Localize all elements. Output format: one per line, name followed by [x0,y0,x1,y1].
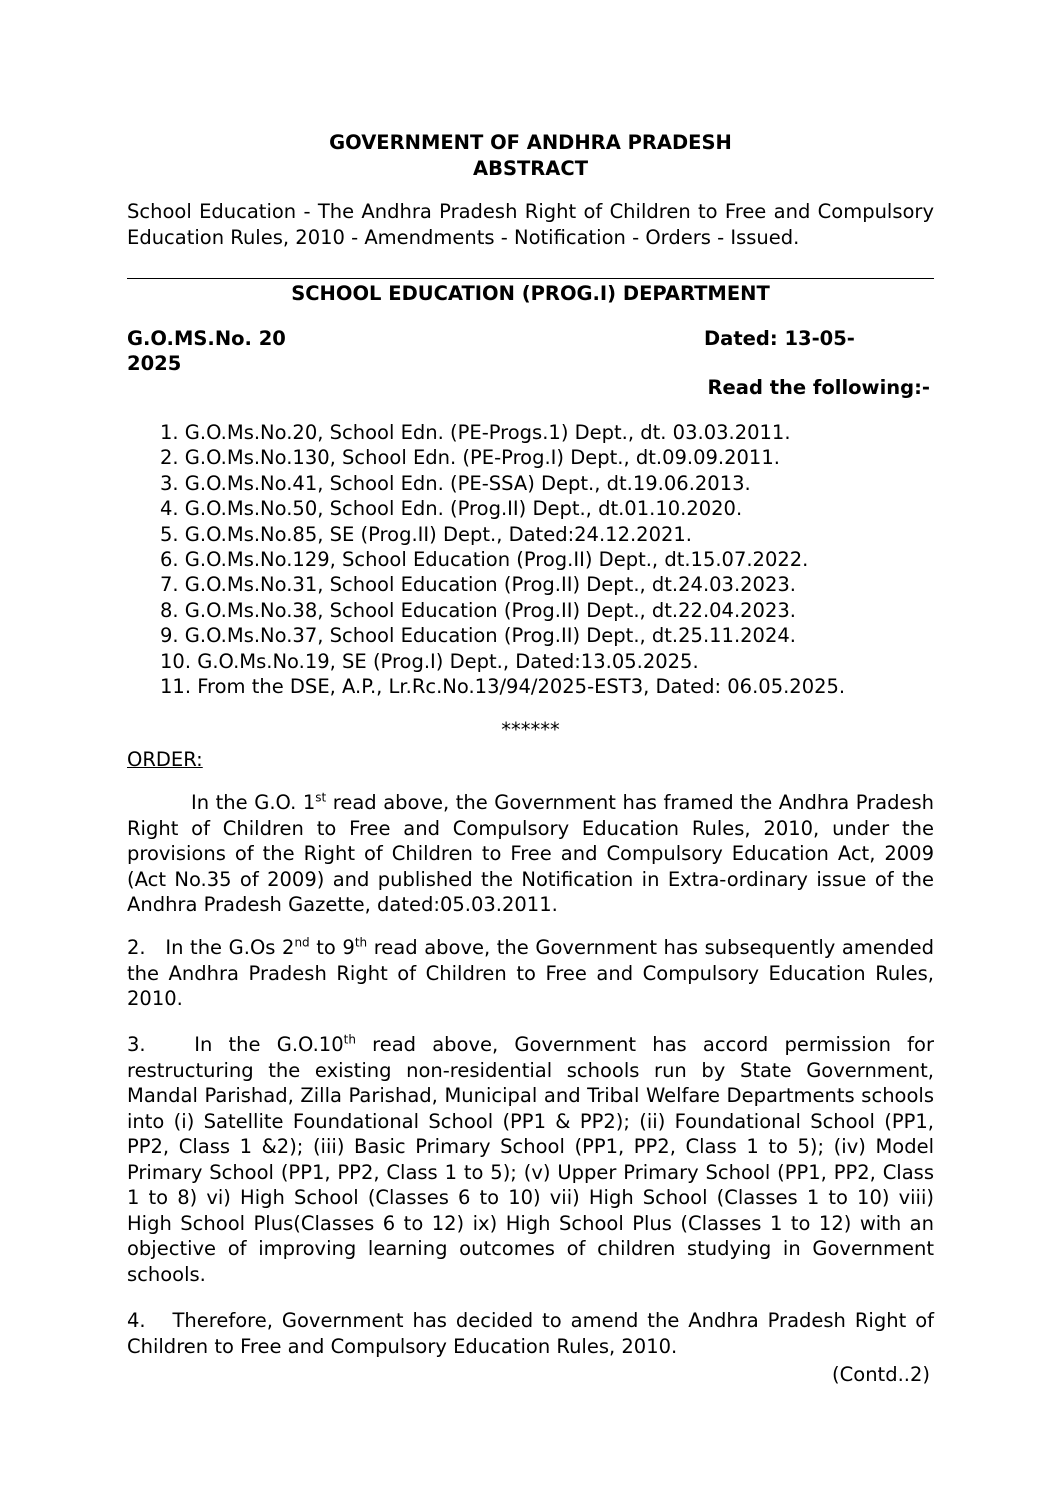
continued-note: (Contd..2) [832,1363,930,1386]
list-item: 10. G.O.Ms.No.19, SE (Prog.I) Dept., Dated:13.05.2025. [160,649,699,673]
para2-number: 2. [127,936,146,959]
para4-text: Therefore, Government has decided to amend the Andhra Pradesh Right of Children to Free and Compulsory Education Rules, 2010. [127,1309,934,1358]
list-item: 7. G.O.Ms.No.31, School Education (Prog.II) Dept., dt.24.03.2023. [160,573,796,597]
department-title: SCHOOL EDUCATION (PROG.I) DEPARTMENT [291,282,770,305]
government-title: GOVERNMENT OF ANDHRA PRADESH [329,131,732,154]
go-number-line1: G.O.MS.No. 20 [127,327,286,350]
para1-lead: In the G.O. 1 [191,791,316,814]
list-item: 5. G.O.Ms.No.85, SE (Prog.II) Dept., Dated:24.12.2021. [160,522,692,546]
list-item: 3. G.O.Ms.No.41, School Edn. (PE-SSA) Dept., dt.19.06.2013. [160,471,751,495]
paragraph-4 [127,1308,934,1359]
para1-rest: read above, the Government has framed the Andhra Pradesh Right of Children to Free and Compulsory Education Rules, 2010, under the provisions of the Right of Children to Free and Compulsory Education Act, 2009 (Act No.35 of 2009) and published the Notification in Extra-ordinary issue of the Andhra Pradesh Gazette, dated:05.03.2011. [127,791,934,916]
divider-line [127,278,934,279]
list-item: 11. From the DSE, A.P., Lr.Rc.No.13/94/2025-EST3, Dated: 06.05.2025. [160,675,846,699]
para3-lead: In the G.O.10 [194,1033,344,1056]
abstract-title: ABSTRACT [472,157,589,180]
para2-mid: to 9 [309,936,355,959]
list-item: 8. G.O.Ms.No.38, School Education (Prog.II) Dept., dt.22.04.2023. [160,598,796,622]
paragraph-2 [127,935,934,1012]
para4-number: 4. [127,1309,146,1332]
reference-list [160,420,845,699]
paragraph-1 [127,790,934,918]
list-item: 9. G.O.Ms.No.37, School Education (Prog.II) Dept., dt.25.11.2024. [160,624,796,648]
list-item: 2. G.O.Ms.No.130, School Edn. (PE-Prog.I) Dept., dt.09.09.2011. [160,446,780,470]
para2-lead: In the G.Os 2 [165,936,295,959]
go-number [127,326,286,376]
para2-sup1: nd [294,935,310,950]
order-heading: ORDER: [127,748,203,771]
subject-text: School Education - The Andhra Pradesh Right of Children to Free and Compulsory Education Rules, 2010 - Amendments - Notification - Orders - Issued. [127,200,934,249]
para3-number: 3. [127,1033,146,1056]
list-item: 4. G.O.Ms.No.50, School Edn. (Prog.II) Dept., dt.01.10.2020. [160,497,743,521]
go-number-line2: 2025 [127,352,182,375]
list-item: 1. G.O.Ms.No.20, School Edn. (PE-Progs.1) Dept., dt. 03.03.2011. [160,421,791,444]
separator-stars: ****** [501,718,560,741]
para2-sup2: th [354,935,368,950]
para2-rest: read above, the Government has subsequently amended the Andhra Pradesh Right of Children to Free and Compulsory Education Rules, 2010. [127,936,934,1010]
header-block [127,130,934,182]
dated-label: Dated: 13-05- [704,327,855,350]
read-heading: Read the following:- [707,376,930,399]
para1-sup: st [315,790,327,805]
para3-rest: read above, Government has accord permission for restructuring the existing non-residential schools run by State Government, Mandal Parishad, Zilla Parishad, Municipal and Tribal Welfare Departments schools into (i) Satellite Foundational School (PP1 & PP2); (ii) Foundational School (PP1, PP2, Class 1 &2); (iii) Basic Primary School (PP1, PP2, Class 1 to 5); (iv) Model Primary School (PP1, PP2, Class 1 to 5); (v) Upper Primary School (PP1, PP2, Class 1 to 8) vi) High School (Classes 6 to 10) vii) High School (Classes 1 to 10) viii) High School Plus(Classes 6 to 12) ix) High School Plus (Classes 1 to 12) with an objective of improving learning outcomes of children studying in Government schools. [127,1033,934,1286]
para3-sup: th [343,1032,356,1047]
paragraph-3 [127,1032,934,1287]
list-item: 6. G.O.Ms.No.129, School Education (Prog.II) Dept., dt.15.07.2022. [160,548,809,572]
